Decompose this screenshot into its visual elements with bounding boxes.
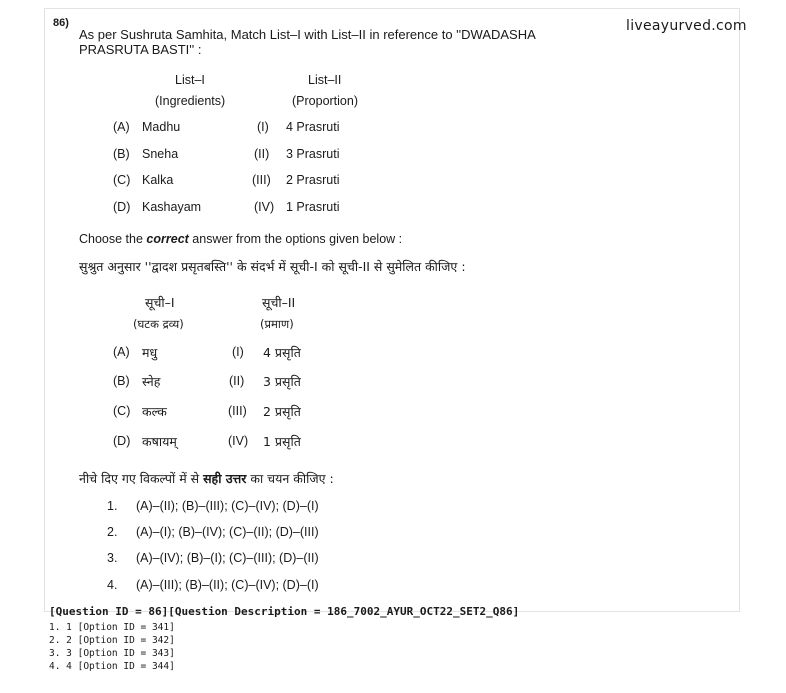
option-text: (A)–(II); (B)–(III); (C)–(IV); (D)–(I) [136, 499, 319, 513]
row-item: मधु [142, 345, 158, 360]
row-item: Kashayam [142, 200, 202, 214]
option-number: 3. [107, 551, 118, 565]
list2-subheader: (Proportion) [292, 94, 358, 108]
option-number: 1. [107, 499, 118, 513]
row-value: 2 Prasruti [286, 173, 340, 187]
hindi-list1-header: सूची–I [145, 295, 175, 310]
hindi-list2-subheader: (प्रमाण) [260, 317, 294, 331]
row-value: 1 Prasruti [286, 200, 340, 214]
row-roman: (I) [232, 345, 244, 359]
row-value: 1 प्रसृति [263, 434, 301, 449]
row-item: Kalka [142, 173, 174, 187]
row-value: 4 Prasruti [286, 120, 340, 134]
row-roman: (IV) [254, 200, 275, 214]
row-item: Sneha [142, 147, 179, 161]
row-item: Madhu [142, 120, 181, 134]
row-roman: (III) [252, 173, 271, 187]
hindi-question-text: सुश्रुत अनुसार ''द्वादश प्रसृतबस्ति'' के संदर्भ में सूची-I को सूची-II से सुमेलित कीजिए : [79, 259, 466, 274]
row-value: 3 प्रसृति [263, 374, 301, 389]
question-id-description: [Question ID = 86][Question Description = 186_7002_AYUR_OCT22_SET2_Q86] [49, 605, 520, 618]
site-watermark: liveayurved.com [626, 18, 747, 34]
hindi-choose-instruction: नीचे दिए गए विकल्पों में से सही उत्तर का चयन कीजिए : [79, 471, 334, 486]
row-roman: (IV) [228, 434, 249, 448]
row-value: 2 प्रसृति [263, 404, 301, 419]
option-text: (A)–(III); (B)–(II); (C)–(IV); (D)–(I) [136, 578, 319, 592]
row-key: (A) [113, 120, 130, 134]
row-key: (B) [113, 374, 130, 388]
option-id-line: 3. 3 [Option ID = 343] [49, 648, 175, 659]
question-number: 86) [53, 17, 69, 29]
list1-header: List–I [175, 73, 205, 87]
choose-instruction: Choose the correct answer from the options given below : [79, 232, 403, 246]
option-text: (A)–(I); (B)–(IV); (C)–(II); (D)–(III) [136, 525, 319, 539]
row-key: (C) [113, 173, 131, 187]
row-key: (D) [113, 200, 131, 214]
row-key: (D) [113, 434, 131, 448]
row-key: (C) [113, 404, 131, 418]
row-item: स्नेह [142, 374, 161, 389]
row-value: 4 प्रसृति [263, 345, 301, 360]
option-number: 4. [107, 578, 118, 592]
row-item: कषायम् [142, 434, 177, 449]
row-value: 3 Prasruti [286, 147, 340, 161]
row-key: (B) [113, 147, 130, 161]
question-text: As per Sushruta Samhita, Match List–I with List–II in reference to ''DWADASHA PRASRUTA BASTI'' : [79, 27, 536, 57]
row-item: कल्क [142, 404, 167, 419]
hindi-list2-header: सूची–II [262, 295, 296, 310]
option-id-line: 1. 1 [Option ID = 341] [49, 622, 175, 633]
option-text: (A)–(IV); (B)–(I); (C)–(III); (D)–(II) [136, 551, 319, 565]
row-key: (A) [113, 345, 130, 359]
row-roman: (II) [254, 147, 270, 161]
option-id-line: 2. 2 [Option ID = 342] [49, 635, 175, 646]
row-roman: (III) [228, 404, 247, 418]
row-roman: (II) [229, 374, 245, 388]
list2-header: List–II [308, 73, 342, 87]
hindi-list1-subheader: (घटक द्रव्य) [133, 317, 184, 331]
list1-subheader: (Ingredients) [155, 94, 226, 108]
row-roman: (I) [257, 120, 269, 134]
option-id-line: 4. 4 [Option ID = 344] [49, 661, 175, 672]
option-number: 2. [107, 525, 118, 539]
